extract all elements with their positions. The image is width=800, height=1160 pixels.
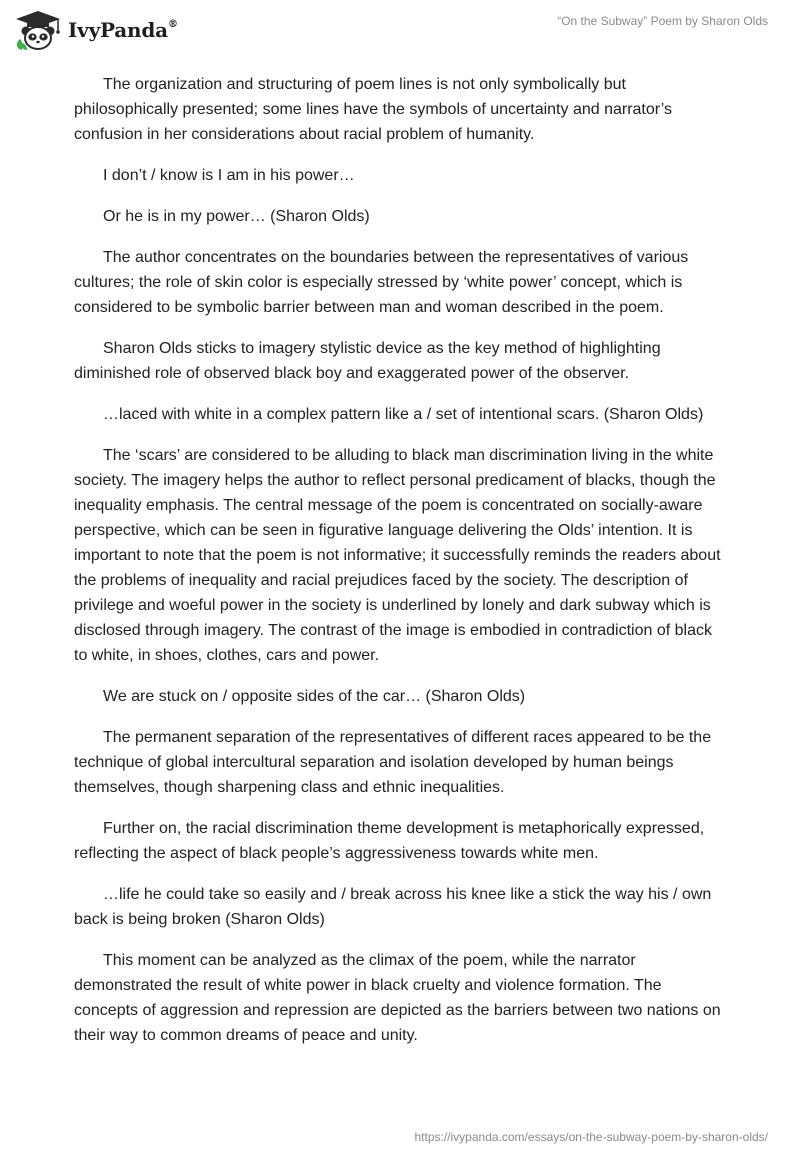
paragraph: Further on, the racial discrimination theme development is metaphorically expressed, reflecting the aspect of black people’s aggressiveness towards white men.: [74, 820, 705, 862]
quote-line: Or he is in my power… (Sharon Olds): [103, 208, 370, 225]
quote-line: I don’t / know is I am in his power…: [103, 167, 355, 184]
quote-line: …laced with white in a complex pattern like a / set of intentional scars. (Sharon Olds): [103, 406, 704, 423]
paragraph: The organization and structuring of poem lines is not only symbolically but philosophically presented; some lines have the symbols of uncertainty and narrator’s confusion in her considerations about racial problem of humanity.: [74, 76, 672, 143]
quote-line: We are stuck on / opposite sides of the car… (Sharon Olds): [103, 688, 526, 705]
page-header: [0, 0, 800, 60]
paragraph: The author concentrates on the boundaries between the representatives of various cultures; the role of skin color is especially stressed by ‘white power’ concept, which is considered to be symbolic barrier between man and woman described in the poem.: [74, 249, 689, 316]
essay-body: [74, 72, 724, 1064]
source-url[interactable]: https://ivypanda.com/essays/on-the-subway-poem-by-sharon-olds/: [414, 1130, 768, 1144]
registered-mark: ®: [167, 19, 178, 31]
brand-name-text: IvyPanda: [68, 18, 168, 42]
paragraph: Sharon Olds sticks to imagery stylistic device as the key method of highlighting diminished role of observed black boy and exaggerated power of the observer.: [74, 340, 661, 382]
paragraph: This moment can be analyzed as the climax of the poem, while the narrator demonstrated the result of white power in black cruelty and violence formation. The concepts of aggression and repression are depicted as the barriers between two nations on their way to common dreams of peace and unity.: [74, 952, 721, 1044]
quote-line: …life he could take so easily and / break across his knee like a stick the way his / own back is being broken (Sharon Olds): [74, 886, 712, 928]
brand-name: [68, 18, 178, 42]
paragraph: The permanent separation of the representatives of different races appeared to be the technique of global intercultural separation and isolation developed by human beings themselves, though sharpening class and ethnic inequalities.: [74, 729, 712, 796]
document-title: “On the Subway” Poem by Sharon Olds: [557, 14, 768, 28]
panda-graduate-icon: [14, 9, 62, 51]
ivypanda-logo[interactable]: [14, 9, 178, 51]
paragraph: The ‘scars’ are considered to be alluding to black man discrimination living in the white society. The imagery helps the author to reflect personal predicament of blacks, though the inequality emphasis. The central message of the poem is concentrated on socially-aware perspective, which can be seen in figurative language delivering the Olds’ intention. It is important to note that the poem is not informative; it successfully reminds the readers about the problems of inequality and racial prejudices faced by the society. The description of privilege and woeful power in the society is underlined by lonely and dark subway which is disclosed through imagery. The contrast of the image is embodied in contradiction of black to white, in shoes, clothes, cars and power.: [74, 447, 721, 664]
